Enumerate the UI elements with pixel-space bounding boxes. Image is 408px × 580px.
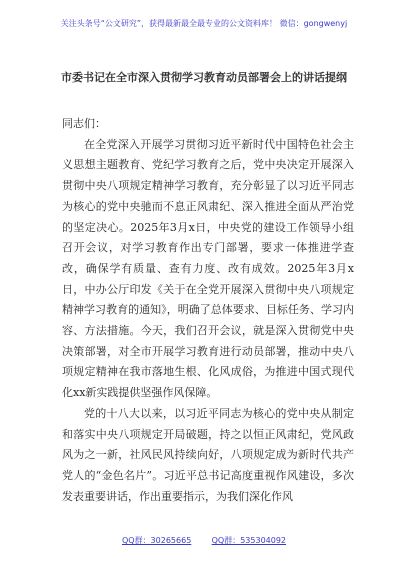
document-body — [62, 114, 354, 507]
footer-qq-group-2: QQ群：535304092 — [211, 536, 287, 545]
document-title: 市委书记在全市深入贯彻学习教育动员部署会上的讲话提纲 — [61, 71, 347, 84]
header-banner: 关注头条号“公文研究”，获得最新最全最专业的公文资料库！ 微信：gongwenyj — [60, 19, 348, 28]
paragraph-2: 党的十八大以来，以习近平同志为核心的党中央从制定和落实中央八项规定开局破题，持之以恒正风肃纪，党风政风为之一新，社风民风持续向好，八项规定成为新时代共产党人的“金色名片”。习近平总书记高度重视作风建设，多次发表重要讲话，作出重要指示，为我们深化作风 — [62, 406, 354, 503]
salutation: 同志们： — [62, 117, 106, 130]
footer-qq-group-1: QQ群：30265665 — [121, 536, 192, 545]
footer-qq-groups — [0, 535, 408, 546]
paragraph-1: 在全党深入开展学习贯彻习近平新时代中国特色社会主义思想主题教育、党纪学习教育之后，党中央决定开展深入贯彻中央八项规定精神学习教育，充分彰显了以习近平同志为核心的党中央驰而不息正风肃纪、深入推进全面从严治党的坚定决心。2025年3月x日，中央党的建设工作领导小组召开会议，对学习教育作出专门部署，要求一体推进学查改，确保学有质量、查有力度、改有成效。2025年3月x日，中办公厅印发《关于在全党开展深入贯彻中央八项规定精神学习教育的通知》，明确了总体要求、目标任务、学习内容、方法措施。今天，我们召开会议，就是深入贯彻党中央决策部署，对全市开展学习教育进行动员部署，推动中央八项规定精神在我市落地生根、化风成俗，为推进中国式现代化xx新实践提供坚强作风保障。 — [62, 137, 354, 400]
